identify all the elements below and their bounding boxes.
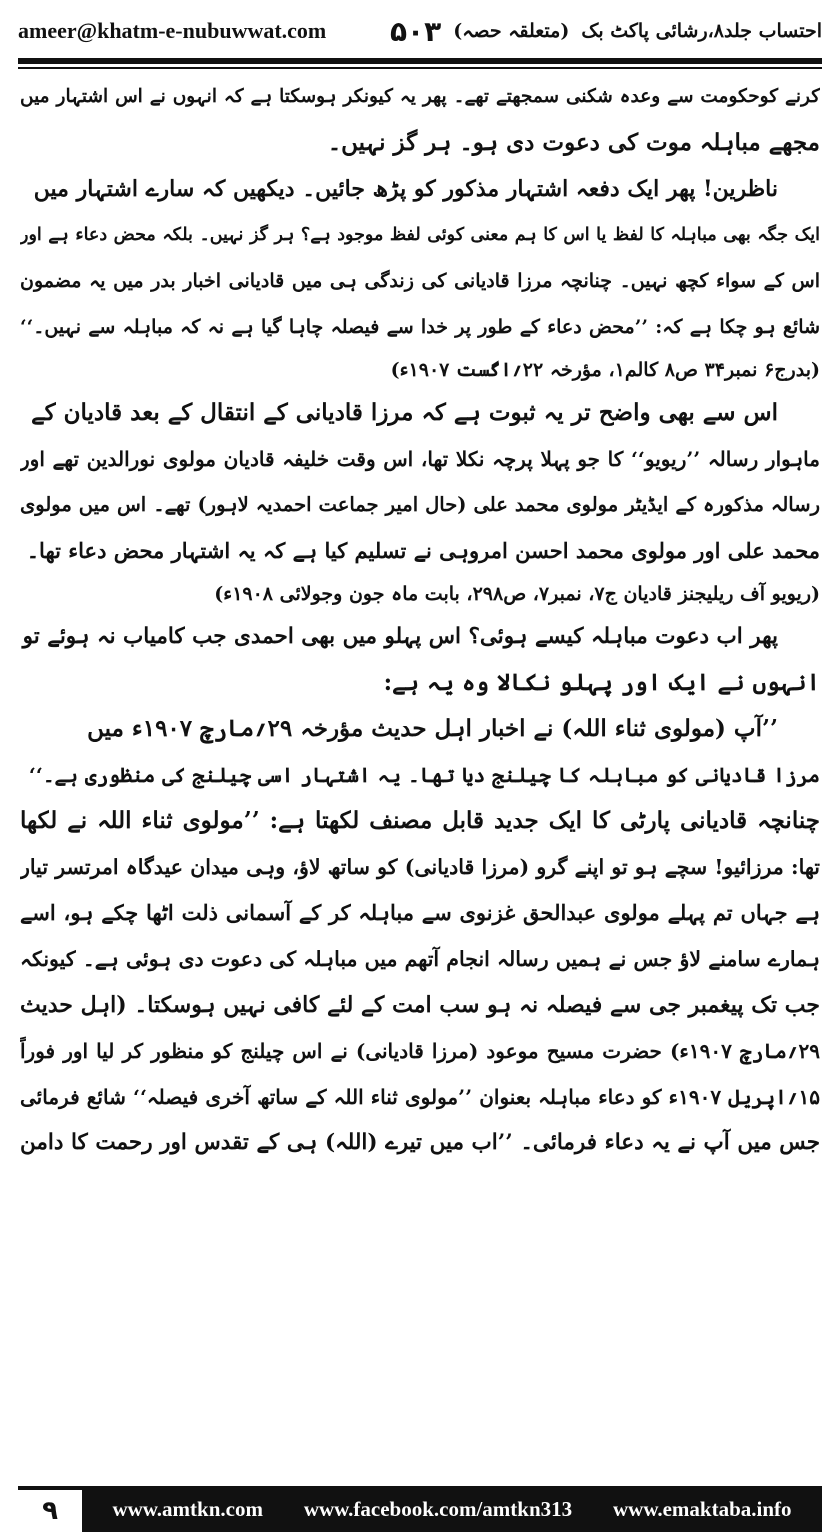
footer-link-emaktaba[interactable]: www.emaktaba.info (613, 1496, 792, 1521)
text-line: ہمارے سامنے لاؤ جس نے ہمیں رسالہ انجام آتھم میں مباہلہ کی دعوت دی ہوئی ہے۔ کیونکہ (20, 947, 820, 971)
header-page-number: ۵۰۳ (389, 14, 442, 48)
header-title-group (390, 15, 822, 48)
text-line: ۲۹؍مارچ ۱۹۰۷ء) حضرت مسیح موعود (مرزا قادیانی) نے اس چیلنج کو منظور کر لیا اور فوراً (20, 1039, 820, 1063)
header-book-title: احتساب جلد۸،رشائی پاکٹ بک (581, 20, 822, 42)
text-line: ناظرین! پھر ایک دفعہ اشتہار مذکور کو پڑھ جائیں۔ دیکھیں کہ سارے اشتہار میں (33, 176, 778, 202)
footer-page-marker: ۹ (18, 1486, 82, 1532)
text-line: چنانچہ قادیانی پارٹی کا ایک جدید قابل مصنف لکھتا ہے: ’’مولوی ثناء اللہ نے لکھا (20, 807, 820, 834)
text-line: محمد علی اور مولوی محمد احسن امروہی نے تسلیم کیا ہے کہ یہ اشتہار محض دعاء تھا۔ (26, 538, 820, 563)
body-text (20, 74, 820, 1166)
text-line: جس میں آپ نے یہ دعاء فرمائی۔ ’’اب میں تیرے (اللہ) ہی کے تقدس اور رحمت کا دامن (20, 1130, 820, 1155)
citation-line: (ریویو آف ریلیجنز قادیان ج۷، نمبر۷، ص۲۹۸، بابت ماہ جون وجولائی ۱۹۰۸ء) (214, 583, 820, 605)
text-line: پھر اب دعوت مباہلہ کیسے ہوئی؟ اس پہلو میں بھی احمدی جب کامیاب نہ ہوئے تو (22, 624, 778, 649)
footer-link-bar (82, 1486, 822, 1532)
text-line: رسالہ مذکورہ کے ایڈیٹر مولوی محمد علی (حال امیر جماعت احمدیہ لاہور) تھے۔ اس میں مولوی (20, 493, 820, 516)
quote-line: ’’آپ (مولوی ثناء اللہ) نے اخبار اہل حدیث مؤرخہ ۲۹؍مارچ ۱۹۰۷ء میں (87, 715, 778, 742)
text-line: انہوں نے ایک اور پہلو نکالا وہ یہ ہے: (383, 669, 820, 696)
footer-link-facebook[interactable]: www.facebook.com/amtkn313 (303, 1496, 573, 1521)
text-line: مجھے مباہلہ موت کی دعوت دی ہو۔ ہر گز نہیں۔ (327, 129, 820, 156)
header-rule-thin (18, 67, 822, 69)
header-section: (متعلقہ حصہ) (453, 20, 570, 42)
text-line: ہے جہاں تم پہلے مولوی عبدالحق غزنوی سے مباہلہ کر کے آسمانی ذلت اٹھا چکے ہو، اسے (20, 900, 820, 925)
text-line: کرنے کوحکومت سے وعدہ شکنی سمجھتے تھے۔ پھر یہ کیونکر ہوسکتا ہے کہ انہوں نے اس اشتہار میں (20, 86, 820, 107)
citation-line: (بدرج۶ نمبر۳۴ ص۸ کالم۱، مؤرخہ ۲۲؍اگست ۱۹۰۷ء) (390, 359, 820, 381)
text-line: اس سے بھی واضح تر یہ ثبوت ہے کہ مرزا قادیانی کے انتقال کے بعد قادیان کے (31, 399, 778, 426)
text-line: ۱۵؍اپریل ۱۹۰۷ء کو دعاء مباہلہ بعنوان ’’مولوی ثناء اللہ کے ساتھ آخری فیصلہ‘‘ شائع فرمائی (20, 1085, 820, 1109)
page-header (18, 8, 822, 54)
header-rule-thick (18, 58, 822, 64)
text-line: جب تک پیغمبر جی سے فیصلہ نہ ہو سب امت کے لئے کافی نہیں ہوسکتا۔ (اہل حدیث (20, 992, 820, 1018)
text-line: ایک جگہ بھی مباہلہ کا لفظ یا اس کا ہم معنی کوئی لفظ موجود ہے؟ ہر گز نہیں۔ بلکہ محض دعاء ہے اور (20, 225, 820, 245)
quote-line: مرزا قادیانی کو مباہلہ کا چیلنج دیا تھا۔ یہ اشتہار اسی چیلنج کی منظوری ہے۔‘‘ (28, 763, 820, 787)
text-line: اس کے سواء کچھ نہیں۔ چنانچہ مرزا قادیانی کی زندگی ہی میں قادیانی اخبار بدر میں یہ مضمون (20, 270, 820, 292)
text-line: ماہوار رسالہ ’’ریویو‘‘ کا جو پہلا پرچہ نکلا تھا، اس وقت خلیفہ قادیان مولوی نورالدین تھے اور (20, 447, 820, 471)
page-footer (18, 1486, 822, 1532)
text-line: شائع ہو چکا ہے کہ: ’’محض دعاء کے طور پر خدا سے فیصلہ چاہا گیا ہے نہ کہ مباہلہ سے نہیں۔‘‘ (20, 316, 820, 338)
footer-link-amtkn[interactable]: www.amtkn.com (112, 1496, 263, 1521)
header-email: ameer@khatm-e-nubuwwat.com (18, 18, 327, 43)
text-line: تھا: مرزائیو! سچے ہو تو اپنے گرو (مرزا قادیانی) کو ساتھ لاؤ، وہی میدان عیدگاہ امرتسر تیار (20, 855, 820, 879)
